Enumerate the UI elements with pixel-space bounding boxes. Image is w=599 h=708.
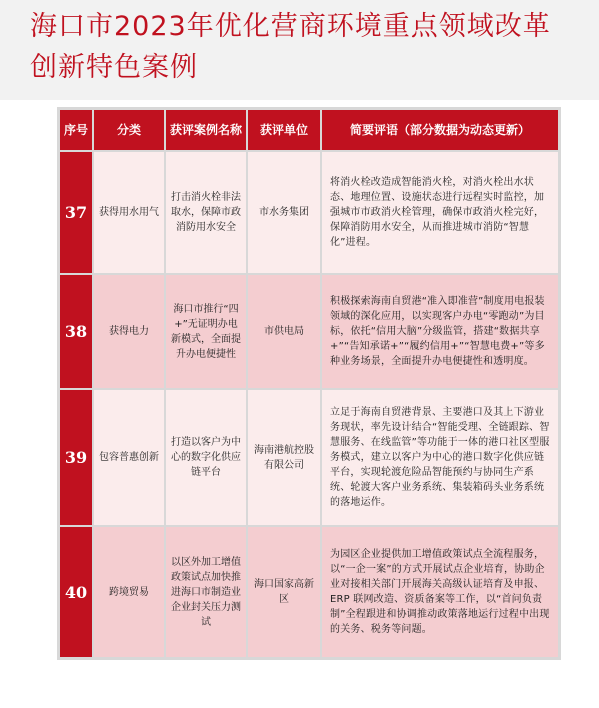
row-unit: 市供电局 <box>248 275 320 388</box>
cases-table-wrapper <box>57 107 561 660</box>
row-number: 40 <box>60 527 92 657</box>
row-case-name: 打击消火栓非法取水，保障市政消防用水安全 <box>166 152 246 273</box>
table-header-row <box>60 110 558 150</box>
row-category: 跨境贸易 <box>94 527 164 657</box>
row-description: 将消火栓改造成智能消火栓，对消火栓出水状态、地理位置、设施状态进行远程实时监控，加强城市市政消火栓管理，确保市政消火栓完好，保障消防用水安全，从而推进城市消防“智慧化”进程。 <box>322 152 558 273</box>
row-description: 积极探索海南自贸港“准入即准营”制度用电报装领域的深化应用，以实现客户办电“零跑动”为目标，依托“信用大脑”分级监管，搭建“数据共享+”“告知承诺+”“履约信用+”“智慧电费+”等多种业务场景，全面提升办电便捷性和透明度。 <box>322 275 558 388</box>
row-unit: 海口国家高新区 <box>248 527 320 657</box>
row-number: 37 <box>60 152 92 273</box>
row-category: 获得用水用气 <box>94 152 164 273</box>
table-row <box>60 275 558 388</box>
header-case: 获评案例名称 <box>166 110 246 150</box>
header-category: 分类 <box>94 110 164 150</box>
header-desc: 简要评语（部分数据为动态更新） <box>322 110 558 150</box>
header-num: 序号 <box>60 110 92 150</box>
row-case-name: 以区外加工增值政策试点加快推进海口市制造业企业封关压力测试 <box>166 527 246 657</box>
row-unit: 海南港航控股有限公司 <box>248 390 320 525</box>
title-band <box>0 0 599 100</box>
row-description: 立足于海南自贸港背景、主要港口及其上下游业务现状，率先设计结合“智能受理、全链跟踪、智慧服务、在线监管”等功能于一体的港口社区型服务模式，建立以客户为中心的港口数字化供应链平台，实现轮渡危险品智能预约与协同生产系统、轮渡大客户业务系统、集装箱码头业务系统的落地运作。 <box>322 390 558 525</box>
row-number: 39 <box>60 390 92 525</box>
row-category: 包容普惠创新 <box>94 390 164 525</box>
row-unit: 市水务集团 <box>248 152 320 273</box>
row-case-name: 海口市推行“四+”无证明办电新模式，全面提升办电便捷性 <box>166 275 246 388</box>
cases-table <box>58 108 560 659</box>
header-unit: 获评单位 <box>248 110 320 150</box>
table-row <box>60 152 558 273</box>
row-case-name: 打造以客户为中心的数字化供应链平台 <box>166 390 246 525</box>
table-row <box>60 527 558 657</box>
table-row <box>60 390 558 525</box>
row-number: 38 <box>60 275 92 388</box>
row-category: 获得电力 <box>94 275 164 388</box>
page-title: 海口市2023年优化营商环境重点领域改革创新特色案例 <box>30 11 551 83</box>
row-description: 为园区企业提供加工增值政策试点全流程服务，以“一企一案”的方式开展试点企业培育，协助企业对接相关部门开展海关高级认证培育及申报、ERP 联网改造、资质备案等工作，以“首问负责制”全程跟进和协调推动政策落地运行过程中出现的关务、税务等问题。 <box>322 527 558 657</box>
